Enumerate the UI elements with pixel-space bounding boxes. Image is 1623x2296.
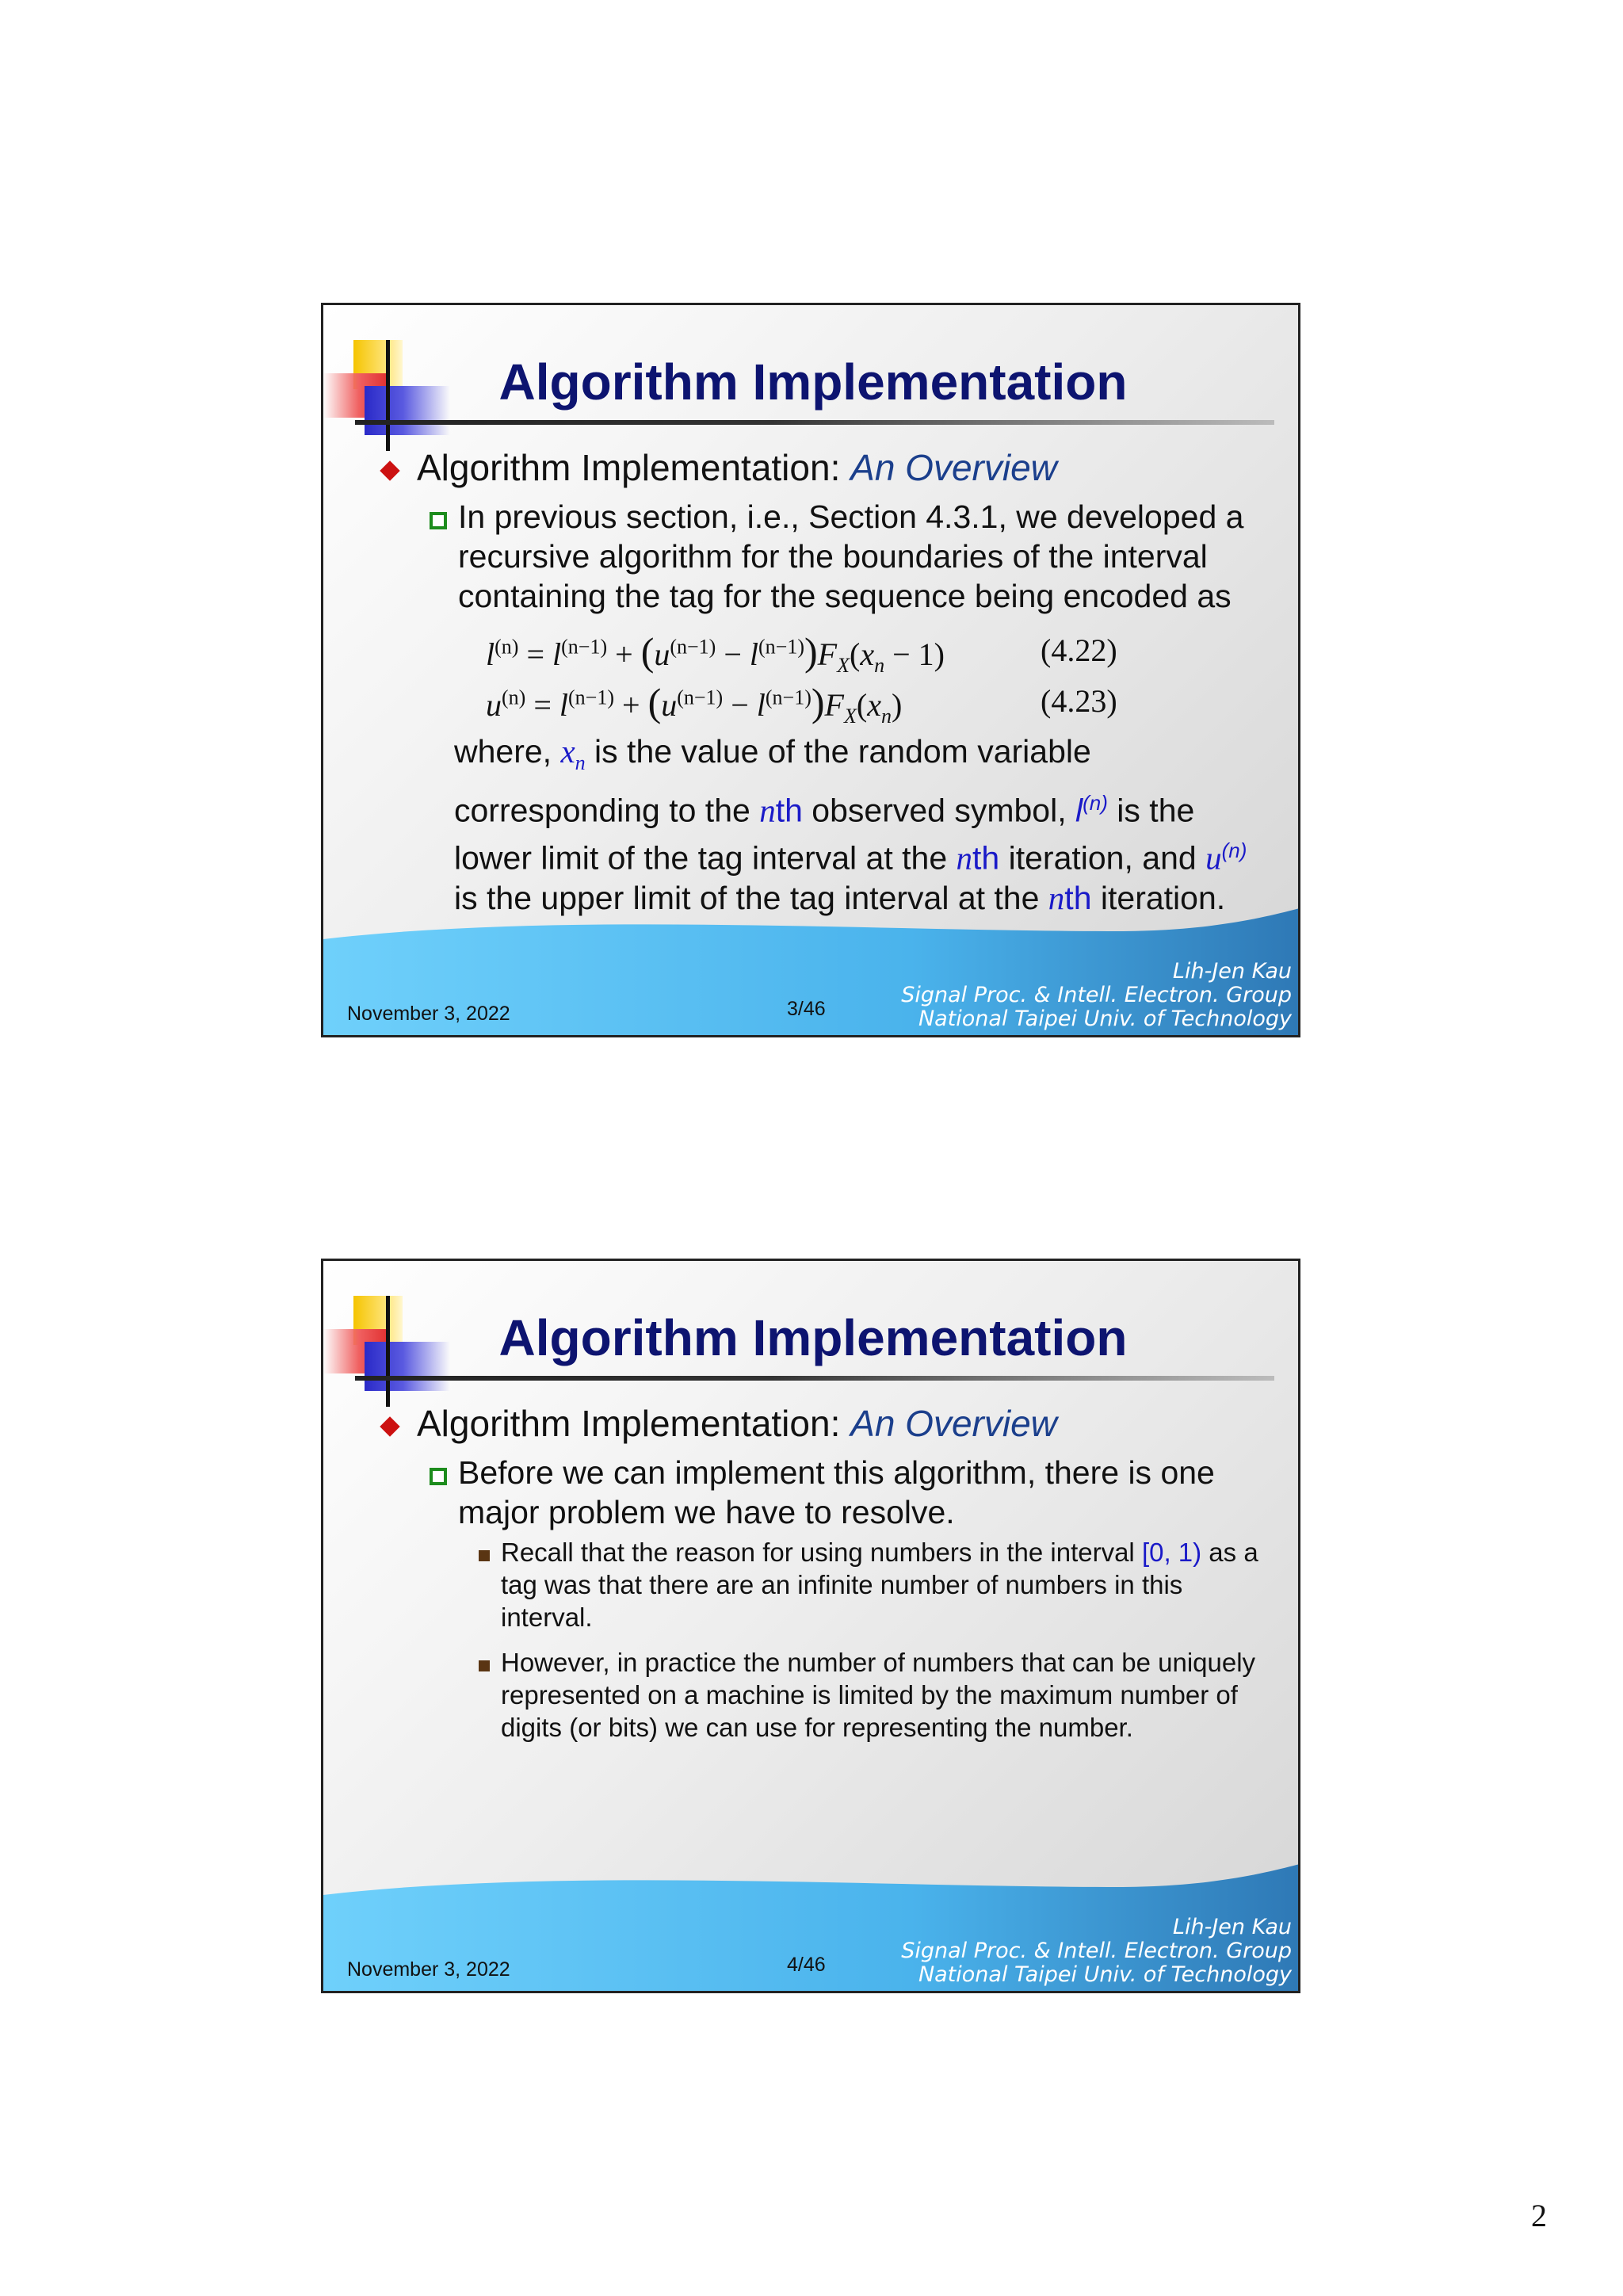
sub-bullet-text: However, in practice the number of numbers that can be uniquely represented on a machine is limited by the maximum number of digits (or bits) we can use for representing the number. [501,1648,1256,1742]
slide-page-number: 4/46 [787,1954,826,1976]
square-bullet-icon [430,1468,447,1485]
small-square-bullet-icon [479,1550,490,1561]
slide-heading: Algorithm Implementation: An Overview [417,1403,1057,1444]
slide-4 [321,1259,1300,1993]
sub-bullet-text: Recall that the reason for using numbers in the interval [0, 1) as a tag was that there are an infinite number of numbers in this interval. [501,1538,1258,1632]
footer-credits: Lih-Jen Kau Signal Proc. & Intell. Electron. Group National Taipei Univ. of Technology [901,959,1292,1031]
equation-4-23: $u^{(n)} = l^{(n-1)} + (u^{(n-1)} - l^{(n-1)})F_X(x_n)$ [486,680,903,728]
intro-text: In previous section, i.e., Section 4.3.1, we developed a recursive algorithm for the boundaries of the interval containing the tag for the sequence being encoded as [458,499,1244,614]
slide-page-number: 3/46 [787,998,826,1020]
where-text: where, $x_n$ is the value of the random variable corresponding to the nth observed symbol, $l^{(n)}$ is the lower limit of the tag interval at the nth iteration, and $u^{(n)}$ is the upper limit of the tag interval at the nth iteration. [454,733,1247,916]
slide-heading: Algorithm Implementation: An Overview [417,447,1057,488]
footer-credits: Lih-Jen Kau Signal Proc. & Intell. Electron. Group National Taipei Univ. of Technology [901,1915,1292,1987]
small-square-bullet-icon [479,1660,490,1671]
intro-text: Before we can implement this algorithm, there is one major problem we have to resolve. [458,1454,1215,1530]
slide-3 [321,303,1300,1037]
diamond-bullet-icon [380,1416,399,1436]
slide-date: November 3, 2022 [347,1958,510,1981]
equation-number: (4.23) [1041,683,1117,719]
document-page-number: 2 [1531,2198,1547,2233]
equation-number: (4.22) [1041,632,1117,668]
slide-date: November 3, 2022 [347,1003,510,1025]
title-divider [355,420,1274,425]
diamond-bullet-icon [380,460,399,480]
square-bullet-icon [430,512,447,529]
slide-title: Algorithm Implementation [498,1309,1128,1366]
equation-4-22: $l^{(n)} = l^{(n-1)} + (u^{(n-1)} - l^{(n-1)})F_X(x_n - 1)$ [486,629,945,677]
title-divider [355,1376,1274,1381]
slide-title: Algorithm Implementation [498,353,1128,411]
